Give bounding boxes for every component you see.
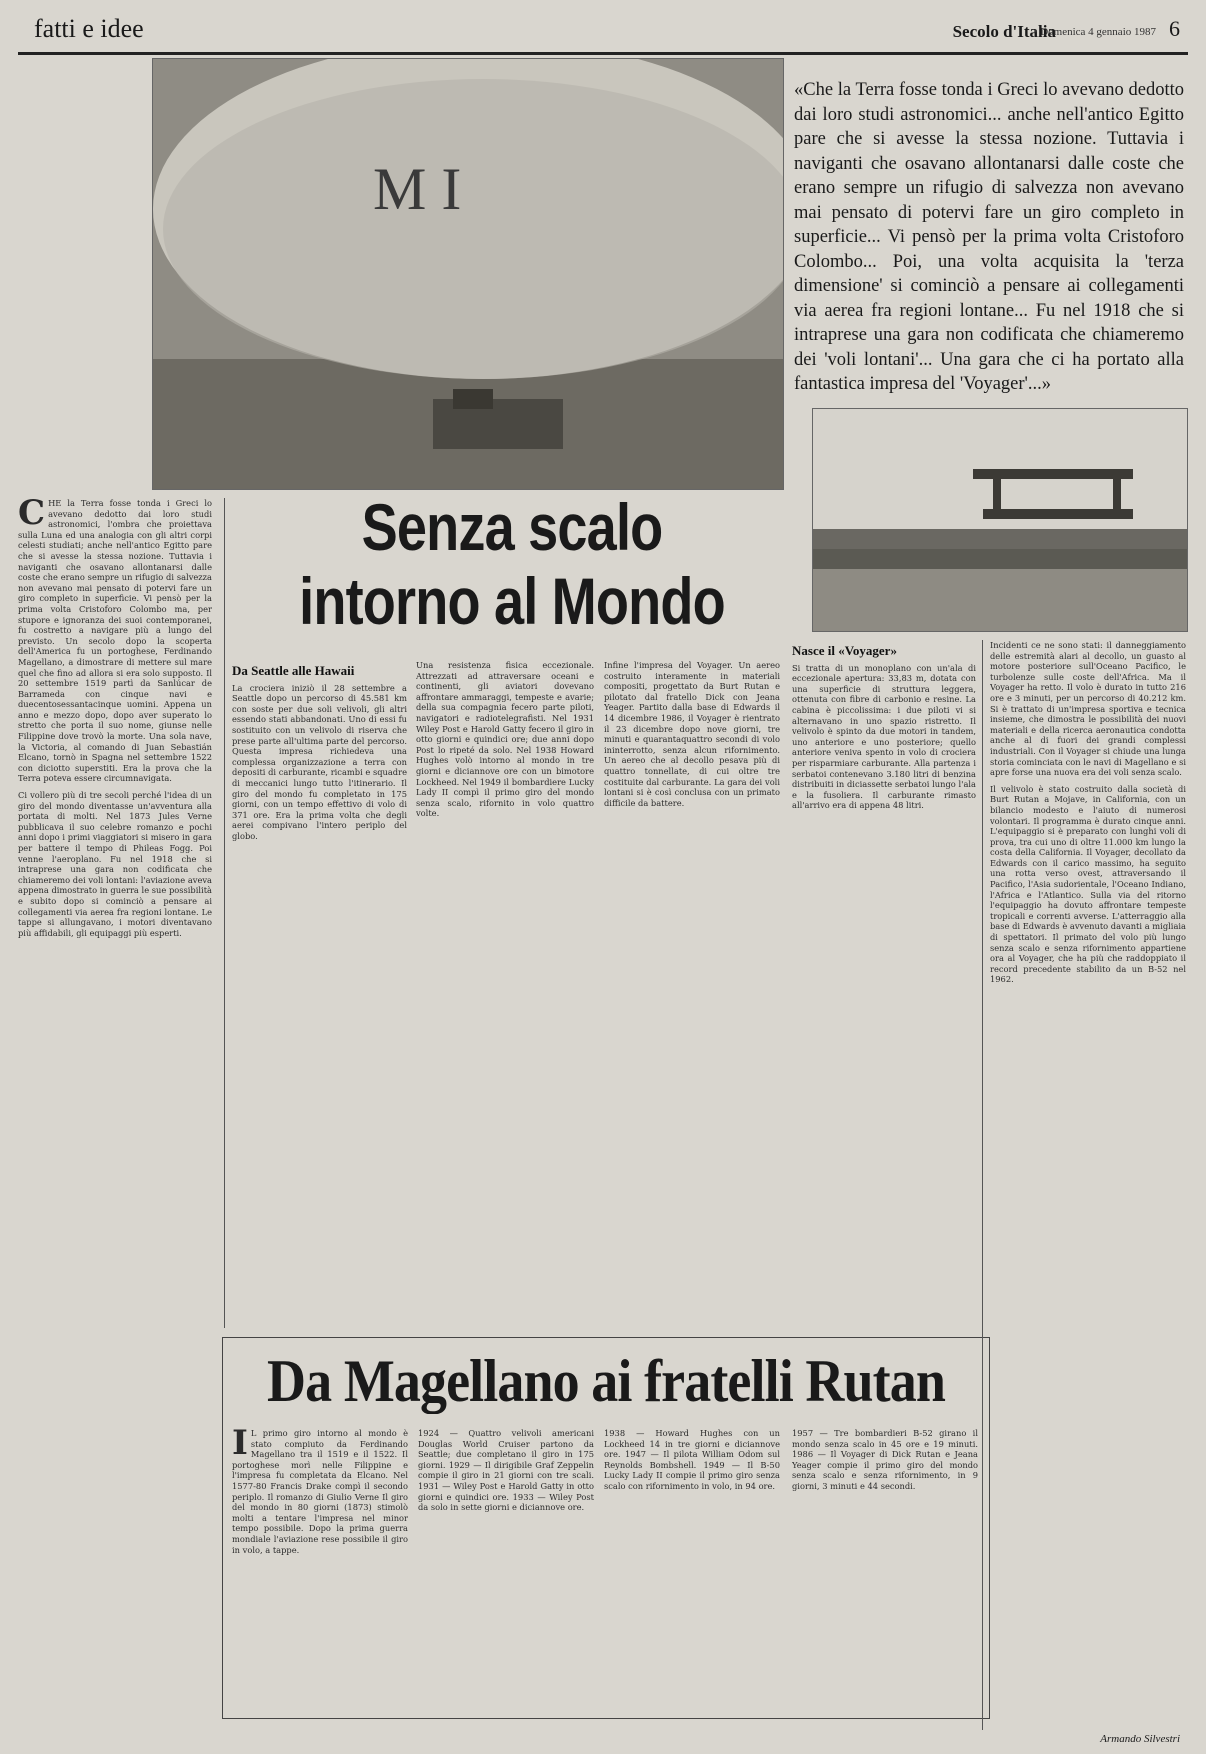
column-rule xyxy=(982,640,983,1730)
sidebar-title: Da Magellano ai fratelli Rutan xyxy=(267,1348,945,1414)
column-rule xyxy=(224,498,225,1328)
sidebar-col3-text: 1938 — Howard Hughes con un Lockheed 14 in tre giorni e diciannove ore. 1947 — Il pilota William Odom sul Reynolds Bombshell. 1949 — Il B-50 Lucky Lady II compie il primo giro senza scalo con rifornimento in volo, in 94 ore. xyxy=(604,1428,780,1491)
article-col1b-text: Ci vollero più di tre secoli perché l'idea di un giro del mondo diventasse un'avventura alla portata di molti. Nel 1873 Jules Verne pubblicava il suo celebre romanzo e pochi anni dopo i primi viaggiatori si misero in gara per battere il tempo di Phileas Fogg. Poi venne l'aeroplano. Fu nel 1918 che si intraprese una gara non codificata che chiameremo dei voli lontani: l'aviazione aveva appena dimostrato in guerra le sue possibilità e subito dopo si cominciò a pensare ai collegamenti via aerea fra regioni lontane. Le tappe si allungavano, i motori diventavano più affidabili, gli equipaggi più esperti. xyxy=(18,790,212,938)
subheading-voyager: Nasce il «Voyager» xyxy=(792,643,897,658)
biplane-photo xyxy=(812,408,1188,632)
sidebar-col4-text: 1957 — Tre bombardieri B-52 girano il mondo senza scalo in 45 ore e 19 minuti. 1986 — Il Voyager di Dick Rutan e Jeana Yeager compie il primo giro del mondo senza scalo e senza rifornimento, in 9 giorni, 3 minuti e 44 secondi. xyxy=(792,1428,978,1491)
article-column-6 xyxy=(990,640,1186,1730)
section-title: fatti e idee xyxy=(34,14,144,43)
headline-line-1: Senza scalo xyxy=(361,490,663,564)
article-column-2 xyxy=(232,660,407,1330)
intro-blurb: «Che la Terra fosse tonda i Greci lo avevano dedotto dai loro studi astronomici... anche nell'antico Egitto pare che si avesse la stessa nozione. Tuttavia i naviganti che osavano allontanarsi dalle coste che erano sempre un rifugio di salvezza non avevano mai pensato di potervi fare un giro completo in superficie... Vi pensò per la prima volta Cristoforo Colombo... Poi, una volta acquisita la 'terza dimensione' si cominciò a pensare ai collegamenti via aerea fra regioni lontane... Fu nel 1918 che si intraprese una gara non codificata che chiameremo dei 'voli lontani'... Una gara che ci ha portato alla fantastica impresa del 'Voyager'...» xyxy=(794,80,1184,394)
article-col6-text: Incidenti ce ne sono stati: il danneggiamento delle estremità alari al decollo, un guasto al motore posteriore sull'Oceano Pacifico, le turbolenze sulle coste dell'Africa. Ma il Voyager ha retto. Il volo è durato in tutto 216 ore e 3 minuti, per un percorso di 40.212 km. Si è trattato di un'impresa sportiva e tecnica insieme, che dimostra le possibilità dei nuovi materiali e della ricerca aeronautica condotta anche al di fuori dei grandi complessi industriali. Con il Voyager si chiude una lunga storia cominciata con le navi di Magellano e si apre forse una nuova era dei voli senza scalo. xyxy=(990,640,1186,778)
newspaper-name: Secolo d'Italia xyxy=(952,22,1056,41)
airship-photo xyxy=(152,58,784,490)
main-headline xyxy=(282,490,741,638)
sidebar-column-2 xyxy=(418,1428,594,1708)
airship-marking: M I xyxy=(373,156,462,222)
article-col6b-text: Il velivolo è stato costruito dalla società di Burt Rutan a Mojave, in California, con un bilancio modesto e l'aiuto di numerosi volontari. Il programma è durato cinque anni. L'equipaggio si è preparato con lunghi voli di prova, tra cui uno di oltre 11.000 km lungo la costa della California. Il Voyager, decollato da Edwards con il carico massimo, ha seguito una rotta verso ovest, attraversando il Pacifico, l'Asia sudorientale, l'Oceano Indiano, l'Africa e l'Atlantico. Sulla via del ritorno l'equipaggio ha dovuto affrontare tempeste tropicali e correnti avverse. L'atterraggio alla base di Edwards è avvenuto davanti a migliaia di spettatori. Il primato del volo più lungo senza scalo e senza rifornimento appartiene ora al Voyager, che ha più che raddoppiato il record precedente stabilito da un B-52 nel 1962. xyxy=(990,783,1186,985)
sidebar-column-4 xyxy=(792,1428,978,1708)
article-dropcap: C xyxy=(18,498,46,533)
sidebar-column-1 xyxy=(232,1428,408,1708)
article-column-4 xyxy=(604,660,780,1330)
sidebar-col1-text: L primo giro intorno al mondo è stato compiuto da Ferdinando Magellano tra il 1519 e il 1522. Il portoghese morì nelle Filippine e l'impresa fu completata da Elcano. Nel 1577-80 Francis Drake compì il secondo periplo. Il romanzo di Giulio Verne Il giro del mondo in 80 giorni (1873) stimolò molti a tentare l'impresa nel minor tempo possibile. Dopo la prima guerra mondiale l'aviazione rese possibile il giro in volo, a tappe. xyxy=(232,1428,408,1555)
subheading-seattle: Da Seattle alle Hawaii xyxy=(232,663,355,678)
article-col4-text: Infine l'impresa del Voyager. Un aereo costruito interamente in materiali compositi, progettato da Burt Rutan e pilotato dal fratello Dick con Jeana Yeager. Partito dalla base di Edwards il 14 dicembre 1986, il Voyager è rientrato il 23 dicembre dopo nove giorni, tre minuti e quarantaquattro secondi di volo ininterrotto, senza alcun rifornimento. Un aereo che al decollo pesava più di quattro tonnellate, di cui oltre tre costituite dal carburante. La gara dei voli lontani si è così conclusa con un primato difficile da battere. xyxy=(604,660,780,808)
article-col5-text: Si tratta di un monoplano con un'ala di eccezionale apertura: 33,83 m, dotata con una superficie di struttura leggera, ottenuta con fibre di carbonio e resine. La cabina è piccolissima: i due piloti vi si alternavano in uno spazio ristretto. Il velivolo è spinto da due motori in tandem, uno anteriore e uno posteriore; quello anteriore veniva spento in volo di crociera per risparmiare carburante. Alla partenza i serbatoi contenevano 3.180 litri di benzina distribuiti in diciassette serbatoi lungo l'ala e la fusoliera. Il carburante rimasto all'arrivo era di appena 48 litri. xyxy=(792,662,976,811)
issue-date: • Domenica 4 gennaio 1987 xyxy=(1033,26,1156,38)
article-column-1 xyxy=(18,498,212,1734)
article-col2-text: La crociera iniziò il 28 settembre a Seattle dopo un percorso di 45.581 km con soste per due soli velivoli, gli altri essendo stati abbandonati. Uno di essi fu sostituito con un velivolo di riserva che prese parte all'ultima parte del percorso. Questa impresa richiedeva una complessa organizzazione a terra con depositi di carburante, ricambi e squadre di meccanici lungo tutto l'itinerario. Il giro del mondo fu completato in 175 giorni, con un tempo effettivo di volo di 371 ore. Era la prima volta che degli aerei compivano l'intero periplo del globo. xyxy=(232,682,407,841)
article-col1-text: HE la Terra fosse tonda i Greci lo avevano dedotto dai loro studi astronomici, l'ombra che proiettava sulla Luna ed una analogia con gli altri corpi celesti studiati; anche nell'antico Egitto pare che si avesse la stessa nozione. Tuttavia i naviganti che osavano allontanarsi dalle coste che erano sempre un rifugio di salvezza non avevano mai pensato di potervi fare un giro completo in superficie. Vi pensò per la prima volta Cristoforo Colombo ma, per stupore e ignoranza dei suoi contemporanei, fu costretto a navigare più a lungo del previsto. Un secolo dopo la scoperta dell'America fu un portoghese, Ferdinando Magellano, a dimostrare di mettere sul mare quel che fino ad allora si era solo supposto. Il 20 settembre 1519 partì da Sanlúcar de Barrameda con cinque navi e duecentosessantacinque uomini. Appena un anno e mezzo dopo, dopo aver superato lo stretto che porta il suo nome, giunse nelle Filippine dove trovò la morte. Una sola nave, la Victoria, al comando di Juan Sebastián Elcano, tornò in Spagna nel settembre 1522 con diciotto superstiti. Era la prova che la Terra poteva essere circumnavigata. xyxy=(18,498,212,784)
article-col3-text: Una resistenza fisica eccezionale. Attrezzati ad attraversare oceani e continenti, gli aviatori dovevano affrontare ammaraggi, tempeste e avarie; della sua compagnia fecero parte piloti, navigatori e radiotelegrafisti. Nel 1931 Wiley Post e Harold Gatty fecero il giro in otto giorni e quindici ore; due anni dopo Post lo ripeté da solo. Nel 1938 Howard Hughes volò intorno al mondo in tre giorni e diciannove ore con un bimotore Lockheed. Nel 1949 il bombardiere Lucky Lady II compì il primo giro del mondo senza scalo, rifornito in volo quattro volte. xyxy=(416,660,594,819)
author-signature: Armando Silvestri xyxy=(1100,1733,1180,1745)
article-column-3 xyxy=(416,660,594,1330)
headline-line-2: intorno al Mondo xyxy=(299,564,725,638)
page-number: 6 xyxy=(1169,16,1180,41)
header-rule xyxy=(18,52,1188,55)
sidebar-column-3 xyxy=(604,1428,780,1708)
article-column-5 xyxy=(792,640,976,1330)
sidebar-col2-text: 1924 — Quattro velivoli americani Douglas World Cruiser partono da Seattle; due completano il giro in 175 giorni. 1929 — Il dirigibile Graf Zeppelin compie il giro in 21 giorni con tre scali. 1931 — Wiley Post e Harold Gatty in otto giorni e quindici ore. 1933 — Wiley Post da solo in sette giorni e diciannove ore. xyxy=(418,1428,594,1513)
sidebar-dropcap: I xyxy=(232,1428,248,1463)
